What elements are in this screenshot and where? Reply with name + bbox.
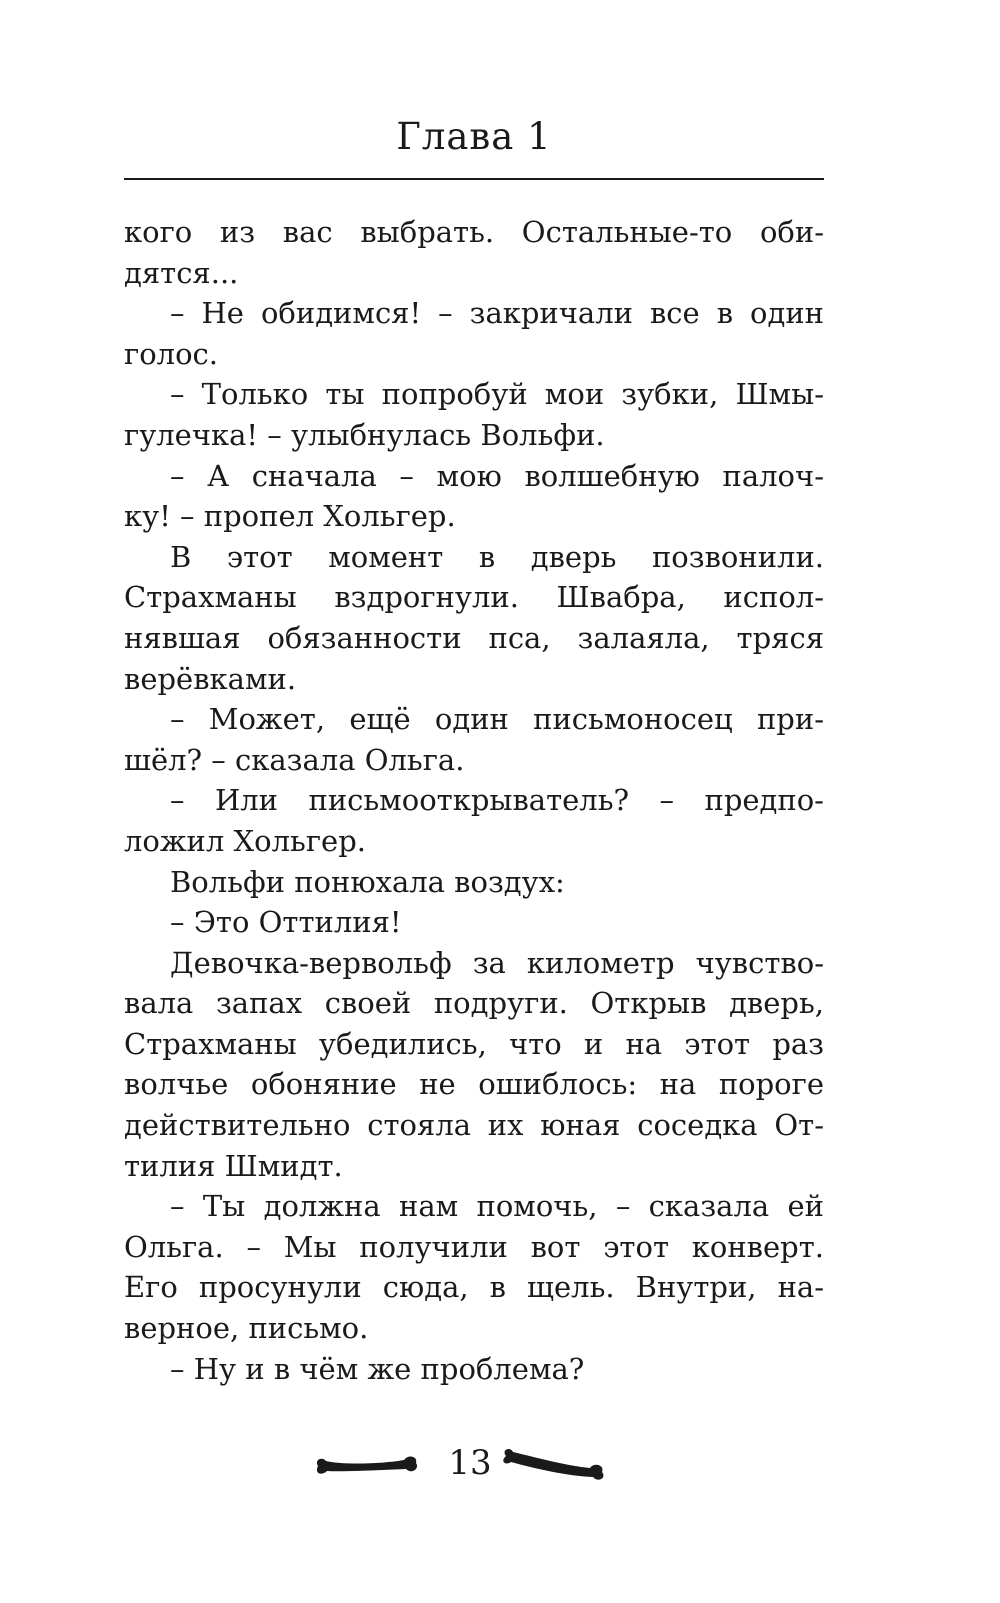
text-line: Страхманы вздрогнули. Швабра, испол-	[124, 580, 824, 615]
text-line: нявшая обязанности пса, залаяла, тряся	[124, 620, 824, 655]
text-line: Девочка-вервольф за километр чувство-	[170, 945, 824, 980]
text-line: Страхманы убедились, что и на этот раз	[124, 1026, 824, 1061]
text-line: Его просунули сюда, в щель. Внутри, на-	[124, 1270, 824, 1305]
running-head: Глава 1	[396, 115, 552, 158]
text-line: шёл? – сказала Ольга.	[124, 742, 465, 777]
text-line: действительно стояла их юная соседка От-	[124, 1108, 824, 1143]
text-line: – Ну и в чём же проблема?	[170, 1351, 585, 1386]
text-line: – Не обидимся! – закричали все в один	[170, 296, 824, 331]
text-line: голос.	[124, 336, 218, 371]
text-line: Ольга. – Мы получили вот этот конверт.	[124, 1229, 824, 1264]
body-text	[124, 212, 824, 1389]
text-line: – Ты должна нам помочь, – сказала ей	[170, 1189, 824, 1224]
page-number: 13	[448, 1443, 492, 1483]
text-line: гулечка! – улыбнулась Вольфи.	[124, 417, 605, 452]
text-line: верёвками.	[124, 661, 297, 696]
text-line: Вольфи понюхала воздух:	[170, 864, 565, 899]
header-rule	[124, 178, 824, 180]
text-line: тилия Шмидт.	[124, 1148, 343, 1183]
text-line: верное, письмо.	[124, 1311, 369, 1346]
text-line: волчье обоняние не ошиблось: на пороге	[124, 1067, 824, 1102]
bone-icon	[498, 1442, 608, 1486]
folio	[0, 1440, 1000, 1500]
text-line: вала запах своей подруги. Открыв дверь,	[124, 986, 824, 1021]
text-line: – Может, ещё один письмоносец при-	[170, 702, 824, 737]
text-line: кого из вас выбрать. Остальные-то оби-	[124, 215, 824, 249]
text-line: – Это Оттилия!	[170, 905, 402, 940]
text-line: В этот момент в дверь позвонили.	[170, 539, 824, 574]
text-line: дятся...	[124, 255, 239, 290]
text-line: ку! – пропел Хольгер.	[124, 499, 456, 534]
bone-icon	[312, 1448, 422, 1488]
text-line: – Только ты попробуй мои зубки, Шмы-	[170, 377, 824, 412]
text-line: – А сначала – мою волшебную палоч-	[170, 458, 824, 493]
text-line: – Или письмооткрыватель? – предпо-	[170, 783, 824, 818]
text-line: ложил Хольгер.	[124, 823, 366, 858]
